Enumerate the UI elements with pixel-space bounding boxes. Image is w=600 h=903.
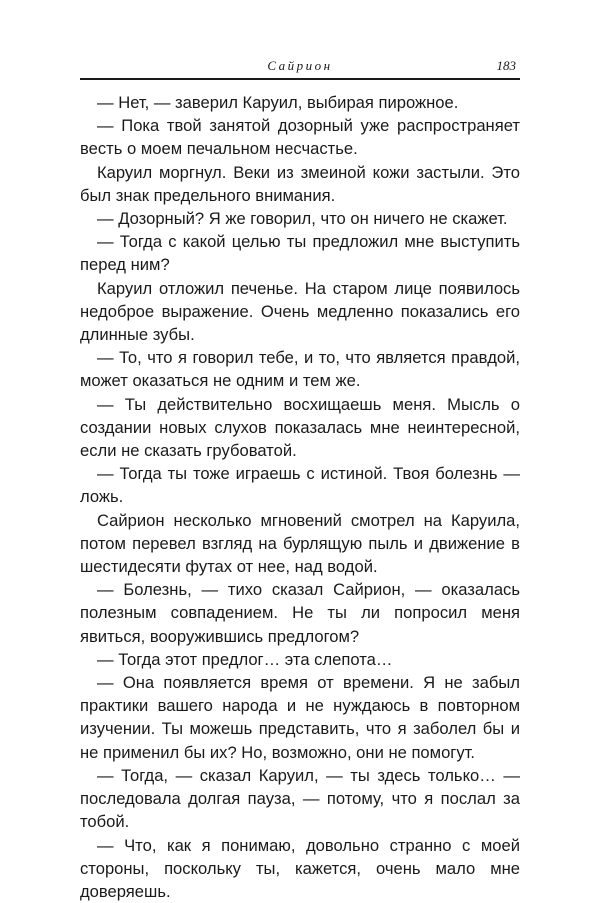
paragraph: — Тогда ты тоже играешь с истиной. Твоя болезнь — ложь. [80,462,520,508]
header-rule [80,78,520,80]
paragraph: — Тогда с какой целью ты предложил мне выступить перед ним? [80,230,520,276]
body-text [80,91,520,903]
paragraph: Сайрион несколько мгновений смотрел на Каруила, потом перевел взгляд на бурлящую пыль и движение в шестидесяти футах от нее, над водой. [80,509,520,579]
paragraph: — Пока твой занятой дозорный уже распространяет весть о моем печальном несчастье. [80,114,520,160]
paragraph: — Тогда, — сказал Каруил, — ты здесь только… — последовала долгая пауза, — потому, что я послал за тобой. [80,764,520,834]
paragraph: — Тогда этот предлог… эта слепота… [80,648,520,671]
running-title: Сайрион [80,58,520,74]
page-number: 183 [497,58,517,74]
page-header [80,58,520,80]
paragraph: Каруил моргнул. Веки из змеиной кожи застыли. Это был знак предельного внимания. [80,161,520,207]
paragraph: — Она появляется время от времени. Я не забыл практики вашего народа и не нуждаюсь в повторном изучении. Ты можешь представить, что я заболел бы и не применил бы их? Но, возможно, они не помогут. [80,671,520,764]
paragraph: — Что, как я понимаю, довольно странно с моей стороны, поскольку ты, кажется, очень мало мне доверяешь. [80,834,520,903]
paragraph: — Болезнь, — тихо сказал Сайрион, — оказалась полезным совпадением. Не ты ли попросил меня явиться, вооружившись предлогом? [80,578,520,648]
paragraph: Каруил отложил печенье. На старом лице появилось недоброе выражение. Очень медленно показались его длинные зубы. [80,277,520,347]
paragraph: — Ты действительно восхищаешь меня. Мысль о создании новых слухов показалась мне неинтересной, если не сказать грубоватой. [80,393,520,463]
paragraph: — Нет, — заверил Каруил, выбирая пирожное. [80,91,520,114]
paragraph: — То, что я говорил тебе, и то, что является правдой, может оказаться не одним и тем же. [80,346,520,392]
paragraph: — Дозорный? Я же говорил, что он ничего не скажет. [80,207,520,230]
